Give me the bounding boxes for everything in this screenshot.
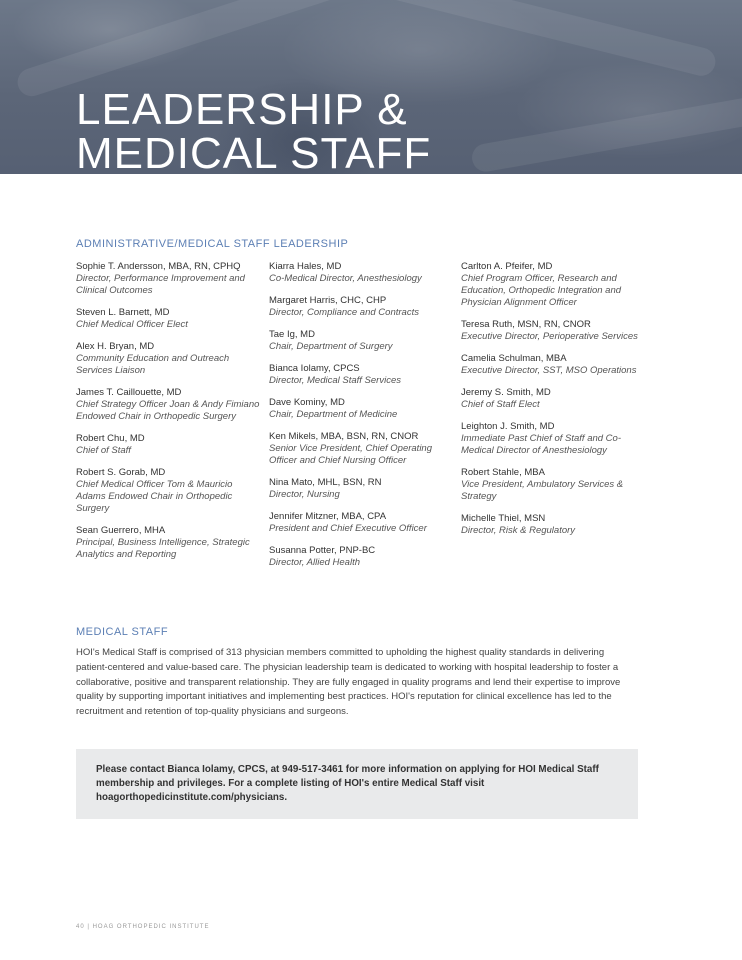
leadership-entry (461, 467, 646, 503)
person-name: Teresa Ruth, MSN, RN, CNOR (461, 319, 591, 330)
section-heading-medical-staff: MEDICAL STAFF (76, 626, 169, 638)
leadership-entry (76, 433, 261, 457)
leadership-entry (76, 525, 261, 561)
person-name: Dave Kominy, MD (269, 397, 345, 408)
person-title: Chief Medical Officer Tom & Mauricio Adams Endowed Chair in Orthopedic Surgery (76, 479, 233, 514)
leadership-column-3 (461, 261, 646, 547)
leadership-column-1 (76, 261, 261, 571)
leadership-entry (76, 387, 261, 423)
person-name: Camelia Schulman, MBA (461, 353, 567, 364)
leadership-entry (461, 261, 646, 309)
leadership-entry (269, 295, 454, 319)
person-name: Margaret Harris, CHC, CHP (269, 295, 387, 306)
medical-staff-body: HOI's Medical Staff is comprised of 313 physician members committed to upholding the highest quality standards in delivering patient-centered and value-based care. The physician leadership team is dedicated to working with hospital leadership to foster a collaborative, positive and transparent relationship. They are fully engaged in quality programs and lend their expertise to improve quality by supporting important initiatives and implementing best practices. HOI's reputation for clinical excellence has led to the recruitment and retention of top-quality physicians and surgeons. (76, 647, 621, 718)
leadership-column-2 (269, 261, 454, 579)
page-title-line-1: LEADERSHIP & (76, 85, 408, 134)
person-title: Vice President, Ambulatory Services & Strategy (461, 479, 624, 502)
person-name: Sophie T. Andersson, MBA, RN, CPHQ (76, 261, 241, 272)
person-name: Jennifer Mitzner, MBA, CPA (269, 511, 387, 522)
leadership-entry (269, 431, 454, 467)
person-name: Tae Ig, MD (269, 329, 315, 340)
person-title: Chair, Department of Surgery (269, 341, 393, 352)
person-name: Sean Guerrero, MHA (76, 525, 166, 536)
leadership-entry (76, 341, 261, 377)
person-title: Director, Performance Improvement and Clinical Outcomes (76, 273, 245, 296)
leadership-entry (76, 261, 261, 297)
person-title: Chair, Department of Medicine (269, 409, 398, 420)
leadership-entry (269, 477, 454, 501)
person-name: Leighton J. Smith, MD (461, 421, 555, 432)
page-title (76, 85, 432, 174)
person-name: Kiarra Hales, MD (269, 261, 342, 272)
person-name: Susanna Potter, PNP-BC (269, 545, 376, 556)
person-title: Chief Strategy Officer Joan & Andy Fimiano Endowed Chair in Orthopedic Surgery (76, 399, 260, 422)
person-name: Robert S. Gorab, MD (76, 467, 166, 478)
person-name: Jeremy S. Smith, MD (461, 387, 551, 398)
person-title: Executive Director, Perioperative Services (461, 331, 638, 342)
person-title: Principal, Business Intelligence, Strategic Analytics and Reporting (76, 537, 250, 560)
person-title: Director, Allied Health (269, 557, 360, 568)
person-name: James T. Caillouette, MD (76, 387, 182, 398)
leadership-entry (461, 421, 646, 457)
leadership-entry (269, 397, 454, 421)
leadership-entry (269, 511, 454, 535)
person-name: Alex H. Bryan, MD (76, 341, 155, 352)
person-name: Robert Stahle, MBA (461, 467, 545, 478)
leadership-entry (461, 319, 646, 343)
leadership-entry (269, 545, 454, 569)
leadership-entry (461, 353, 646, 377)
person-name: Bianca Iolamy, CPCS (269, 363, 360, 374)
person-name: Ken Mikels, MBA, BSN, RN, CNOR (269, 431, 419, 442)
leadership-entry (461, 387, 646, 411)
person-title: Director, Compliance and Contracts (269, 307, 419, 318)
person-title: Executive Director, SST, MSO Operations (461, 365, 637, 376)
person-title: Chief of Staff Elect (461, 399, 540, 410)
person-title: Chief of Staff (76, 445, 131, 456)
person-title: Senior Vice President, Chief Operating Officer and Chief Nursing Officer (269, 443, 432, 466)
person-name: Robert Chu, MD (76, 433, 145, 444)
person-title: Immediate Past Chief of Staff and Co-Medical Director of Anesthesiology (461, 433, 621, 456)
contact-callout-box (76, 749, 638, 819)
person-title: Community Education and Outreach Services Liaison (76, 353, 230, 376)
person-title: Chief Program Officer, Research and Education, Orthopedic Integration and Physician Alignment Officer (461, 273, 622, 308)
leadership-entry (269, 329, 454, 353)
header-banner (0, 0, 742, 174)
contact-callout-text: Please contact Bianca Iolamy, CPCS, at 949-517-3461 for more information on applying for HOI Medical Staff membership and privileges. For a complete listing of HOI's entire Medical Staff visit hoagorthopedicinstitute.com/physicians. (96, 764, 599, 803)
person-name: Carlton A. Pfeifer, MD (461, 261, 553, 272)
page-footer: 40 | HOAG ORTHOPEDIC INSTITUTE (76, 924, 210, 930)
leadership-entry (269, 261, 454, 285)
banner-decoration (382, 0, 719, 79)
leadership-entry (76, 307, 261, 331)
leadership-entry (461, 513, 646, 537)
person-name: Michelle Thiel, MSN (461, 513, 546, 524)
banner-decoration (470, 94, 742, 174)
person-title: Director, Nursing (269, 489, 340, 500)
person-title: Chief Medical Officer Elect (76, 319, 188, 330)
person-title: Director, Risk & Regulatory (461, 525, 576, 536)
person-title: Director, Medical Staff Services (269, 375, 401, 386)
leadership-entry (76, 467, 261, 515)
person-title: Co-Medical Director, Anesthesiology (269, 273, 422, 284)
person-name: Steven L. Barnett, MD (76, 307, 170, 318)
person-title: President and Chief Executive Officer (269, 523, 427, 534)
section-heading-leadership: ADMINISTRATIVE/MEDICAL STAFF LEADERSHIP (76, 238, 349, 250)
page-title-line-2: MEDICAL STAFF (76, 129, 432, 174)
leadership-entry (269, 363, 454, 387)
person-name: Nina Mato, MHL, BSN, RN (269, 477, 382, 488)
